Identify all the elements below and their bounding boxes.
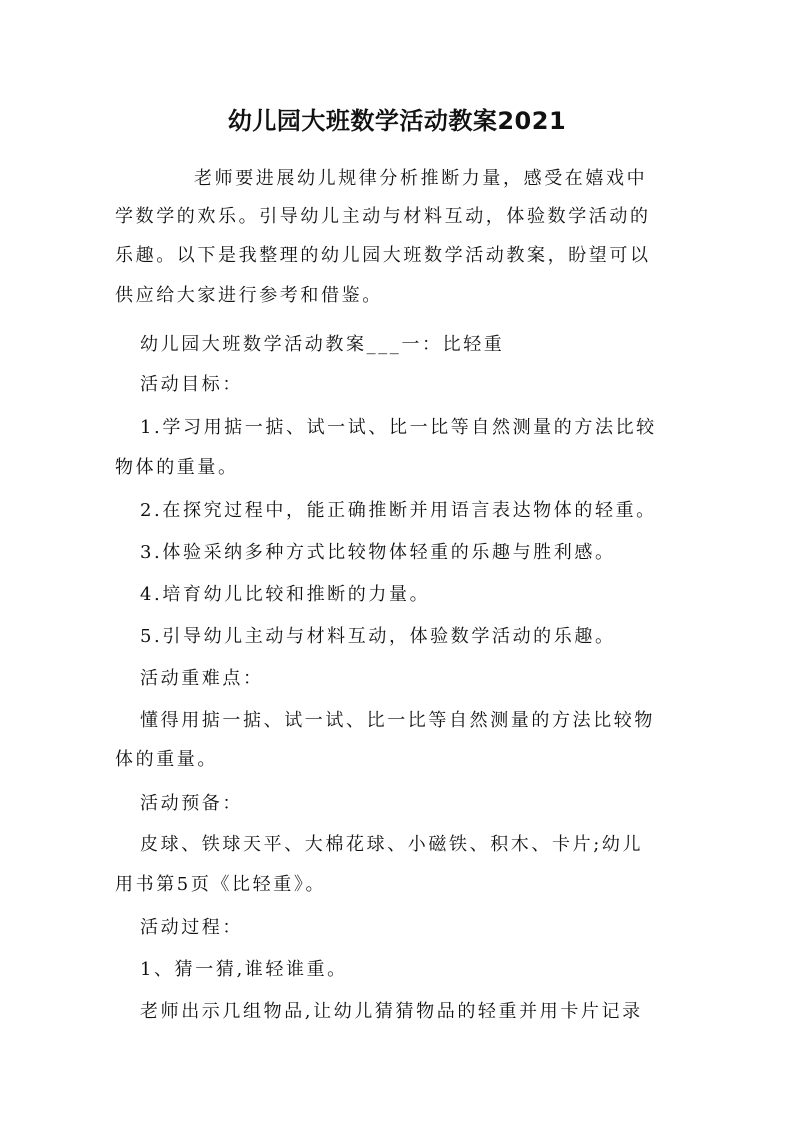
goal-line-5: 4.培育幼儿比较和推断的力量。: [140, 584, 431, 605]
key-points-line-2: 体的重量。: [115, 749, 218, 770]
process-line-1: 1、猜一猜,谁轻谁重。: [140, 959, 348, 980]
preparation-line-1: 皮球、铁球天平、大棉花球、小磁铁、积木、卡片;幼儿: [140, 834, 644, 855]
goal-line-3: 2.在探究过程中，能正确推断并用语言表达物体的轻重。: [140, 500, 657, 521]
preparation-heading: 活动预备：: [140, 793, 243, 814]
intro-line-1: 老师要进展幼儿规律分析推断力量，感受在嬉戏中: [194, 168, 648, 189]
key-points-heading: 活动重难点：: [140, 668, 264, 689]
section-heading: 幼儿园大班数学活动教案___一：比轻重: [140, 334, 505, 355]
intro-line-2: 学数学的欢乐。引导幼儿主动与材料互动，体验数学活动的: [115, 206, 651, 227]
intro-line-3: 乐趣。以下是我整理的幼儿园大班数学活动教案，盼望可以: [115, 245, 651, 266]
goal-line-1: 1.学习用掂一掂、试一试、比一比等自然测量的方法比较: [140, 417, 657, 438]
goals-heading: 活动目标：: [140, 374, 243, 395]
key-points-line-1: 懂得用掂一掂、试一试、比一比等自然测量的方法比较物: [140, 710, 655, 731]
goal-line-4: 3.体验采纳多种方式比较物体轻重的乐趣与胜利感。: [140, 542, 616, 563]
preparation-line-2: 用书第5页《比轻重》。: [115, 874, 327, 895]
process-line-2: 老师出示几组物品,让幼儿猜猜物品的轻重并用卡片记录: [140, 1001, 643, 1022]
goal-line-6: 5.引导幼儿主动与材料互动，体验数学活动的乐趣。: [140, 626, 616, 647]
process-heading: 活动过程：: [140, 917, 243, 938]
document-title: 幼儿园大班数学活动教案2021: [227, 107, 567, 135]
intro-line-4: 供应给大家进行参考和借鉴。: [115, 285, 383, 306]
goal-line-2: 物体的重量。: [115, 457, 239, 478]
